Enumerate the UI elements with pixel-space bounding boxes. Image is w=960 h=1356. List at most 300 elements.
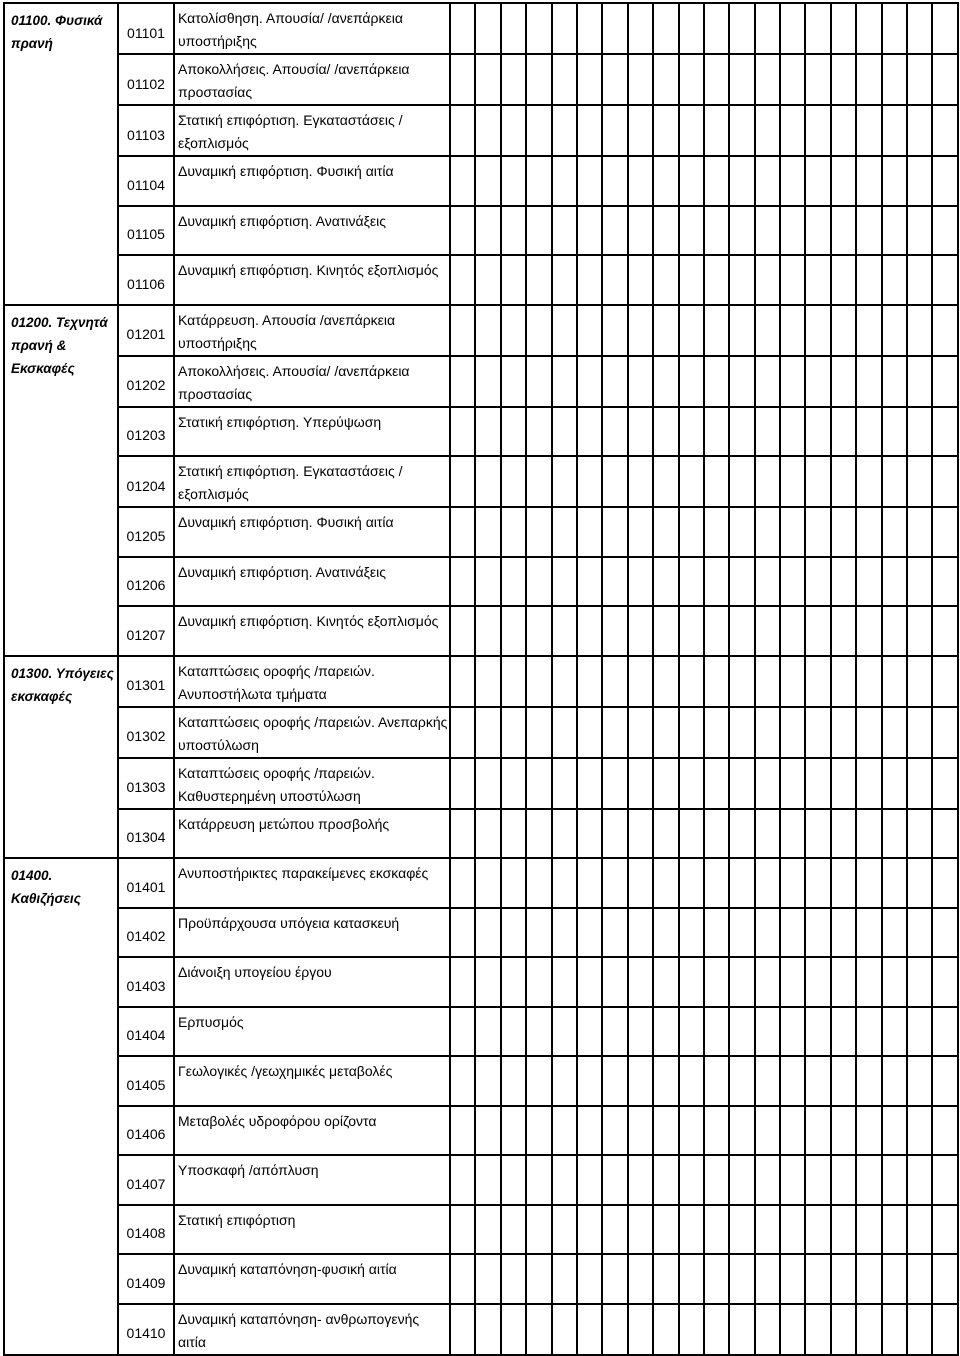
empty-mark-cell[interactable] bbox=[475, 1304, 500, 1355]
empty-mark-cell[interactable] bbox=[805, 1056, 830, 1106]
empty-mark-cell[interactable] bbox=[729, 3, 754, 54]
empty-mark-cell[interactable] bbox=[475, 156, 500, 206]
empty-mark-cell[interactable] bbox=[577, 1155, 602, 1205]
empty-mark-cell[interactable] bbox=[932, 858, 957, 908]
empty-mark-cell[interactable] bbox=[755, 3, 780, 54]
empty-mark-cell[interactable] bbox=[577, 54, 602, 105]
empty-mark-cell[interactable] bbox=[704, 54, 729, 105]
empty-mark-cell[interactable] bbox=[602, 3, 627, 54]
empty-mark-cell[interactable] bbox=[780, 105, 805, 156]
empty-mark-cell[interactable] bbox=[526, 54, 551, 105]
empty-mark-cell[interactable] bbox=[704, 305, 729, 356]
empty-mark-cell[interactable] bbox=[831, 456, 856, 507]
empty-mark-cell[interactable] bbox=[704, 908, 729, 958]
empty-mark-cell[interactable] bbox=[856, 1254, 881, 1304]
empty-mark-cell[interactable] bbox=[577, 305, 602, 356]
empty-mark-cell[interactable] bbox=[729, 758, 754, 809]
empty-mark-cell[interactable] bbox=[932, 105, 957, 156]
empty-mark-cell[interactable] bbox=[704, 758, 729, 809]
empty-mark-cell[interactable] bbox=[577, 606, 602, 656]
empty-mark-cell[interactable] bbox=[450, 156, 475, 206]
empty-mark-cell[interactable] bbox=[602, 456, 627, 507]
empty-mark-cell[interactable] bbox=[831, 105, 856, 156]
empty-mark-cell[interactable] bbox=[526, 356, 551, 407]
empty-mark-cell[interactable] bbox=[755, 557, 780, 607]
empty-mark-cell[interactable] bbox=[932, 707, 957, 758]
empty-mark-cell[interactable] bbox=[526, 206, 551, 256]
empty-mark-cell[interactable] bbox=[932, 255, 957, 305]
empty-mark-cell[interactable] bbox=[526, 156, 551, 206]
empty-mark-cell[interactable] bbox=[805, 356, 830, 407]
empty-mark-cell[interactable] bbox=[628, 255, 653, 305]
empty-mark-cell[interactable] bbox=[882, 606, 907, 656]
empty-mark-cell[interactable] bbox=[780, 809, 805, 859]
empty-mark-cell[interactable] bbox=[526, 1155, 551, 1205]
empty-mark-cell[interactable] bbox=[475, 809, 500, 859]
empty-mark-cell[interactable] bbox=[805, 456, 830, 507]
empty-mark-cell[interactable] bbox=[907, 105, 932, 156]
empty-mark-cell[interactable] bbox=[679, 858, 704, 908]
empty-mark-cell[interactable] bbox=[932, 1007, 957, 1057]
empty-mark-cell[interactable] bbox=[755, 54, 780, 105]
empty-mark-cell[interactable] bbox=[526, 1205, 551, 1255]
empty-mark-cell[interactable] bbox=[602, 206, 627, 256]
empty-mark-cell[interactable] bbox=[805, 1304, 830, 1355]
empty-mark-cell[interactable] bbox=[831, 356, 856, 407]
empty-mark-cell[interactable] bbox=[450, 1304, 475, 1355]
empty-mark-cell[interactable] bbox=[602, 507, 627, 557]
empty-mark-cell[interactable] bbox=[602, 356, 627, 407]
empty-mark-cell[interactable] bbox=[526, 1106, 551, 1156]
empty-mark-cell[interactable] bbox=[805, 105, 830, 156]
empty-mark-cell[interactable] bbox=[932, 758, 957, 809]
empty-mark-cell[interactable] bbox=[780, 54, 805, 105]
empty-mark-cell[interactable] bbox=[780, 3, 805, 54]
empty-mark-cell[interactable] bbox=[475, 356, 500, 407]
empty-mark-cell[interactable] bbox=[831, 156, 856, 206]
empty-mark-cell[interactable] bbox=[755, 1254, 780, 1304]
empty-mark-cell[interactable] bbox=[831, 1254, 856, 1304]
empty-mark-cell[interactable] bbox=[780, 1205, 805, 1255]
empty-mark-cell[interactable] bbox=[552, 305, 577, 356]
empty-mark-cell[interactable] bbox=[552, 809, 577, 859]
empty-mark-cell[interactable] bbox=[704, 1254, 729, 1304]
empty-mark-cell[interactable] bbox=[628, 809, 653, 859]
empty-mark-cell[interactable] bbox=[653, 507, 678, 557]
empty-mark-cell[interactable] bbox=[831, 908, 856, 958]
empty-mark-cell[interactable] bbox=[882, 1205, 907, 1255]
empty-mark-cell[interactable] bbox=[780, 1155, 805, 1205]
empty-mark-cell[interactable] bbox=[679, 809, 704, 859]
empty-mark-cell[interactable] bbox=[907, 606, 932, 656]
empty-mark-cell[interactable] bbox=[882, 557, 907, 607]
empty-mark-cell[interactable] bbox=[475, 206, 500, 256]
empty-mark-cell[interactable] bbox=[907, 758, 932, 809]
empty-mark-cell[interactable] bbox=[552, 707, 577, 758]
empty-mark-cell[interactable] bbox=[932, 557, 957, 607]
empty-mark-cell[interactable] bbox=[831, 1056, 856, 1106]
empty-mark-cell[interactable] bbox=[450, 1007, 475, 1057]
empty-mark-cell[interactable] bbox=[653, 707, 678, 758]
empty-mark-cell[interactable] bbox=[679, 105, 704, 156]
empty-mark-cell[interactable] bbox=[552, 557, 577, 607]
empty-mark-cell[interactable] bbox=[831, 758, 856, 809]
empty-mark-cell[interactable] bbox=[704, 1056, 729, 1106]
empty-mark-cell[interactable] bbox=[501, 1056, 526, 1106]
empty-mark-cell[interactable] bbox=[755, 758, 780, 809]
empty-mark-cell[interactable] bbox=[907, 507, 932, 557]
empty-mark-cell[interactable] bbox=[475, 707, 500, 758]
empty-mark-cell[interactable] bbox=[729, 1155, 754, 1205]
empty-mark-cell[interactable] bbox=[882, 105, 907, 156]
empty-mark-cell[interactable] bbox=[450, 105, 475, 156]
empty-mark-cell[interactable] bbox=[679, 1254, 704, 1304]
empty-mark-cell[interactable] bbox=[856, 156, 881, 206]
empty-mark-cell[interactable] bbox=[552, 957, 577, 1007]
empty-mark-cell[interactable] bbox=[653, 456, 678, 507]
empty-mark-cell[interactable] bbox=[653, 356, 678, 407]
empty-mark-cell[interactable] bbox=[577, 206, 602, 256]
empty-mark-cell[interactable] bbox=[526, 656, 551, 707]
empty-mark-cell[interactable] bbox=[577, 656, 602, 707]
empty-mark-cell[interactable] bbox=[755, 156, 780, 206]
empty-mark-cell[interactable] bbox=[526, 1007, 551, 1057]
empty-mark-cell[interactable] bbox=[475, 105, 500, 156]
empty-mark-cell[interactable] bbox=[932, 1205, 957, 1255]
empty-mark-cell[interactable] bbox=[729, 1007, 754, 1057]
empty-mark-cell[interactable] bbox=[628, 1304, 653, 1355]
empty-mark-cell[interactable] bbox=[628, 1007, 653, 1057]
empty-mark-cell[interactable] bbox=[501, 54, 526, 105]
empty-mark-cell[interactable] bbox=[780, 606, 805, 656]
empty-mark-cell[interactable] bbox=[805, 1007, 830, 1057]
empty-mark-cell[interactable] bbox=[704, 456, 729, 507]
empty-mark-cell[interactable] bbox=[577, 356, 602, 407]
empty-mark-cell[interactable] bbox=[653, 656, 678, 707]
empty-mark-cell[interactable] bbox=[831, 507, 856, 557]
empty-mark-cell[interactable] bbox=[501, 1205, 526, 1255]
empty-mark-cell[interactable] bbox=[501, 809, 526, 859]
empty-mark-cell[interactable] bbox=[679, 707, 704, 758]
empty-mark-cell[interactable] bbox=[704, 3, 729, 54]
empty-mark-cell[interactable] bbox=[577, 758, 602, 809]
empty-mark-cell[interactable] bbox=[932, 156, 957, 206]
empty-mark-cell[interactable] bbox=[653, 908, 678, 958]
empty-mark-cell[interactable] bbox=[856, 858, 881, 908]
empty-mark-cell[interactable] bbox=[907, 407, 932, 457]
empty-mark-cell[interactable] bbox=[805, 156, 830, 206]
empty-mark-cell[interactable] bbox=[679, 1304, 704, 1355]
empty-mark-cell[interactable] bbox=[882, 1254, 907, 1304]
empty-mark-cell[interactable] bbox=[526, 606, 551, 656]
empty-mark-cell[interactable] bbox=[475, 1254, 500, 1304]
empty-mark-cell[interactable] bbox=[755, 407, 780, 457]
empty-mark-cell[interactable] bbox=[628, 105, 653, 156]
empty-mark-cell[interactable] bbox=[780, 1106, 805, 1156]
empty-mark-cell[interactable] bbox=[679, 206, 704, 256]
empty-mark-cell[interactable] bbox=[882, 1155, 907, 1205]
empty-mark-cell[interactable] bbox=[450, 1155, 475, 1205]
empty-mark-cell[interactable] bbox=[729, 606, 754, 656]
empty-mark-cell[interactable] bbox=[501, 3, 526, 54]
empty-mark-cell[interactable] bbox=[831, 1106, 856, 1156]
empty-mark-cell[interactable] bbox=[450, 507, 475, 557]
empty-mark-cell[interactable] bbox=[729, 1056, 754, 1106]
empty-mark-cell[interactable] bbox=[501, 1254, 526, 1304]
empty-mark-cell[interactable] bbox=[501, 1106, 526, 1156]
empty-mark-cell[interactable] bbox=[755, 356, 780, 407]
empty-mark-cell[interactable] bbox=[805, 809, 830, 859]
empty-mark-cell[interactable] bbox=[932, 206, 957, 256]
empty-mark-cell[interactable] bbox=[704, 858, 729, 908]
empty-mark-cell[interactable] bbox=[755, 255, 780, 305]
empty-mark-cell[interactable] bbox=[932, 1304, 957, 1355]
empty-mark-cell[interactable] bbox=[526, 1304, 551, 1355]
empty-mark-cell[interactable] bbox=[679, 407, 704, 457]
empty-mark-cell[interactable] bbox=[679, 255, 704, 305]
empty-mark-cell[interactable] bbox=[856, 957, 881, 1007]
empty-mark-cell[interactable] bbox=[780, 557, 805, 607]
empty-mark-cell[interactable] bbox=[602, 105, 627, 156]
empty-mark-cell[interactable] bbox=[780, 456, 805, 507]
empty-mark-cell[interactable] bbox=[653, 1205, 678, 1255]
empty-mark-cell[interactable] bbox=[704, 809, 729, 859]
empty-mark-cell[interactable] bbox=[729, 1254, 754, 1304]
empty-mark-cell[interactable] bbox=[805, 54, 830, 105]
empty-mark-cell[interactable] bbox=[856, 707, 881, 758]
empty-mark-cell[interactable] bbox=[755, 809, 780, 859]
empty-mark-cell[interactable] bbox=[856, 54, 881, 105]
empty-mark-cell[interactable] bbox=[602, 1304, 627, 1355]
empty-mark-cell[interactable] bbox=[602, 707, 627, 758]
empty-mark-cell[interactable] bbox=[628, 1106, 653, 1156]
empty-mark-cell[interactable] bbox=[755, 206, 780, 256]
empty-mark-cell[interactable] bbox=[679, 1155, 704, 1205]
empty-mark-cell[interactable] bbox=[882, 255, 907, 305]
empty-mark-cell[interactable] bbox=[450, 356, 475, 407]
empty-mark-cell[interactable] bbox=[856, 3, 881, 54]
empty-mark-cell[interactable] bbox=[704, 1007, 729, 1057]
empty-mark-cell[interactable] bbox=[907, 206, 932, 256]
empty-mark-cell[interactable] bbox=[831, 206, 856, 256]
empty-mark-cell[interactable] bbox=[907, 1304, 932, 1355]
empty-mark-cell[interactable] bbox=[450, 707, 475, 758]
empty-mark-cell[interactable] bbox=[729, 407, 754, 457]
empty-mark-cell[interactable] bbox=[679, 557, 704, 607]
empty-mark-cell[interactable] bbox=[653, 1304, 678, 1355]
empty-mark-cell[interactable] bbox=[475, 305, 500, 356]
empty-mark-cell[interactable] bbox=[729, 908, 754, 958]
empty-mark-cell[interactable] bbox=[907, 1155, 932, 1205]
empty-mark-cell[interactable] bbox=[805, 255, 830, 305]
empty-mark-cell[interactable] bbox=[501, 305, 526, 356]
empty-mark-cell[interactable] bbox=[856, 105, 881, 156]
empty-mark-cell[interactable] bbox=[755, 507, 780, 557]
empty-mark-cell[interactable] bbox=[932, 3, 957, 54]
empty-mark-cell[interactable] bbox=[475, 606, 500, 656]
empty-mark-cell[interactable] bbox=[628, 858, 653, 908]
empty-mark-cell[interactable] bbox=[602, 758, 627, 809]
empty-mark-cell[interactable] bbox=[450, 1106, 475, 1156]
empty-mark-cell[interactable] bbox=[628, 606, 653, 656]
empty-mark-cell[interactable] bbox=[932, 507, 957, 557]
empty-mark-cell[interactable] bbox=[679, 456, 704, 507]
empty-mark-cell[interactable] bbox=[755, 908, 780, 958]
empty-mark-cell[interactable] bbox=[856, 908, 881, 958]
empty-mark-cell[interactable] bbox=[526, 707, 551, 758]
empty-mark-cell[interactable] bbox=[552, 507, 577, 557]
empty-mark-cell[interactable] bbox=[450, 606, 475, 656]
empty-mark-cell[interactable] bbox=[831, 1304, 856, 1355]
empty-mark-cell[interactable] bbox=[501, 656, 526, 707]
empty-mark-cell[interactable] bbox=[882, 957, 907, 1007]
empty-mark-cell[interactable] bbox=[755, 305, 780, 356]
empty-mark-cell[interactable] bbox=[679, 1106, 704, 1156]
empty-mark-cell[interactable] bbox=[552, 407, 577, 457]
empty-mark-cell[interactable] bbox=[882, 156, 907, 206]
empty-mark-cell[interactable] bbox=[755, 858, 780, 908]
empty-mark-cell[interactable] bbox=[475, 1205, 500, 1255]
empty-mark-cell[interactable] bbox=[552, 54, 577, 105]
empty-mark-cell[interactable] bbox=[831, 407, 856, 457]
empty-mark-cell[interactable] bbox=[704, 507, 729, 557]
empty-mark-cell[interactable] bbox=[602, 606, 627, 656]
empty-mark-cell[interactable] bbox=[526, 1056, 551, 1106]
empty-mark-cell[interactable] bbox=[577, 156, 602, 206]
empty-mark-cell[interactable] bbox=[679, 1056, 704, 1106]
empty-mark-cell[interactable] bbox=[475, 3, 500, 54]
empty-mark-cell[interactable] bbox=[475, 1155, 500, 1205]
empty-mark-cell[interactable] bbox=[552, 1056, 577, 1106]
empty-mark-cell[interactable] bbox=[805, 858, 830, 908]
empty-mark-cell[interactable] bbox=[628, 206, 653, 256]
empty-mark-cell[interactable] bbox=[805, 305, 830, 356]
empty-mark-cell[interactable] bbox=[932, 606, 957, 656]
empty-mark-cell[interactable] bbox=[831, 305, 856, 356]
empty-mark-cell[interactable] bbox=[780, 858, 805, 908]
empty-mark-cell[interactable] bbox=[856, 1106, 881, 1156]
empty-mark-cell[interactable] bbox=[577, 908, 602, 958]
empty-mark-cell[interactable] bbox=[882, 1304, 907, 1355]
empty-mark-cell[interactable] bbox=[805, 1106, 830, 1156]
empty-mark-cell[interactable] bbox=[450, 3, 475, 54]
empty-mark-cell[interactable] bbox=[907, 858, 932, 908]
empty-mark-cell[interactable] bbox=[628, 407, 653, 457]
empty-mark-cell[interactable] bbox=[552, 606, 577, 656]
empty-mark-cell[interactable] bbox=[653, 809, 678, 859]
empty-mark-cell[interactable] bbox=[450, 456, 475, 507]
empty-mark-cell[interactable] bbox=[653, 305, 678, 356]
empty-mark-cell[interactable] bbox=[653, 54, 678, 105]
empty-mark-cell[interactable] bbox=[704, 1155, 729, 1205]
empty-mark-cell[interactable] bbox=[653, 407, 678, 457]
empty-mark-cell[interactable] bbox=[628, 908, 653, 958]
empty-mark-cell[interactable] bbox=[932, 1254, 957, 1304]
empty-mark-cell[interactable] bbox=[501, 1007, 526, 1057]
empty-mark-cell[interactable] bbox=[653, 156, 678, 206]
empty-mark-cell[interactable] bbox=[450, 407, 475, 457]
empty-mark-cell[interactable] bbox=[729, 1304, 754, 1355]
empty-mark-cell[interactable] bbox=[526, 456, 551, 507]
empty-mark-cell[interactable] bbox=[729, 356, 754, 407]
empty-mark-cell[interactable] bbox=[882, 1106, 907, 1156]
empty-mark-cell[interactable] bbox=[577, 858, 602, 908]
empty-mark-cell[interactable] bbox=[552, 356, 577, 407]
empty-mark-cell[interactable] bbox=[780, 1056, 805, 1106]
empty-mark-cell[interactable] bbox=[628, 758, 653, 809]
empty-mark-cell[interactable] bbox=[501, 507, 526, 557]
empty-mark-cell[interactable] bbox=[552, 456, 577, 507]
empty-mark-cell[interactable] bbox=[907, 3, 932, 54]
empty-mark-cell[interactable] bbox=[526, 407, 551, 457]
empty-mark-cell[interactable] bbox=[780, 1254, 805, 1304]
empty-mark-cell[interactable] bbox=[679, 957, 704, 1007]
empty-mark-cell[interactable] bbox=[679, 507, 704, 557]
empty-mark-cell[interactable] bbox=[577, 557, 602, 607]
empty-mark-cell[interactable] bbox=[501, 356, 526, 407]
empty-mark-cell[interactable] bbox=[475, 957, 500, 1007]
empty-mark-cell[interactable] bbox=[729, 1106, 754, 1156]
empty-mark-cell[interactable] bbox=[526, 557, 551, 607]
empty-mark-cell[interactable] bbox=[805, 407, 830, 457]
empty-mark-cell[interactable] bbox=[704, 1205, 729, 1255]
empty-mark-cell[interactable] bbox=[932, 407, 957, 457]
empty-mark-cell[interactable] bbox=[856, 206, 881, 256]
empty-mark-cell[interactable] bbox=[577, 957, 602, 1007]
empty-mark-cell[interactable] bbox=[856, 1155, 881, 1205]
empty-mark-cell[interactable] bbox=[602, 255, 627, 305]
empty-mark-cell[interactable] bbox=[755, 606, 780, 656]
empty-mark-cell[interactable] bbox=[450, 957, 475, 1007]
empty-mark-cell[interactable] bbox=[450, 1205, 475, 1255]
empty-mark-cell[interactable] bbox=[577, 1304, 602, 1355]
empty-mark-cell[interactable] bbox=[831, 957, 856, 1007]
empty-mark-cell[interactable] bbox=[475, 507, 500, 557]
empty-mark-cell[interactable] bbox=[729, 456, 754, 507]
empty-mark-cell[interactable] bbox=[932, 54, 957, 105]
empty-mark-cell[interactable] bbox=[501, 557, 526, 607]
empty-mark-cell[interactable] bbox=[932, 1155, 957, 1205]
empty-mark-cell[interactable] bbox=[552, 1254, 577, 1304]
empty-mark-cell[interactable] bbox=[679, 3, 704, 54]
empty-mark-cell[interactable] bbox=[501, 105, 526, 156]
empty-mark-cell[interactable] bbox=[805, 606, 830, 656]
empty-mark-cell[interactable] bbox=[805, 1254, 830, 1304]
empty-mark-cell[interactable] bbox=[501, 156, 526, 206]
empty-mark-cell[interactable] bbox=[501, 957, 526, 1007]
empty-mark-cell[interactable] bbox=[882, 809, 907, 859]
empty-mark-cell[interactable] bbox=[780, 1007, 805, 1057]
empty-mark-cell[interactable] bbox=[856, 407, 881, 457]
empty-mark-cell[interactable] bbox=[475, 407, 500, 457]
empty-mark-cell[interactable] bbox=[552, 1304, 577, 1355]
empty-mark-cell[interactable] bbox=[780, 1304, 805, 1355]
empty-mark-cell[interactable] bbox=[501, 858, 526, 908]
empty-mark-cell[interactable] bbox=[679, 305, 704, 356]
empty-mark-cell[interactable] bbox=[552, 3, 577, 54]
empty-mark-cell[interactable] bbox=[526, 957, 551, 1007]
empty-mark-cell[interactable] bbox=[831, 255, 856, 305]
empty-mark-cell[interactable] bbox=[729, 206, 754, 256]
empty-mark-cell[interactable] bbox=[602, 557, 627, 607]
empty-mark-cell[interactable] bbox=[755, 1304, 780, 1355]
empty-mark-cell[interactable] bbox=[805, 707, 830, 758]
empty-mark-cell[interactable] bbox=[805, 1205, 830, 1255]
empty-mark-cell[interactable] bbox=[475, 557, 500, 607]
empty-mark-cell[interactable] bbox=[475, 255, 500, 305]
empty-mark-cell[interactable] bbox=[932, 456, 957, 507]
empty-mark-cell[interactable] bbox=[628, 656, 653, 707]
